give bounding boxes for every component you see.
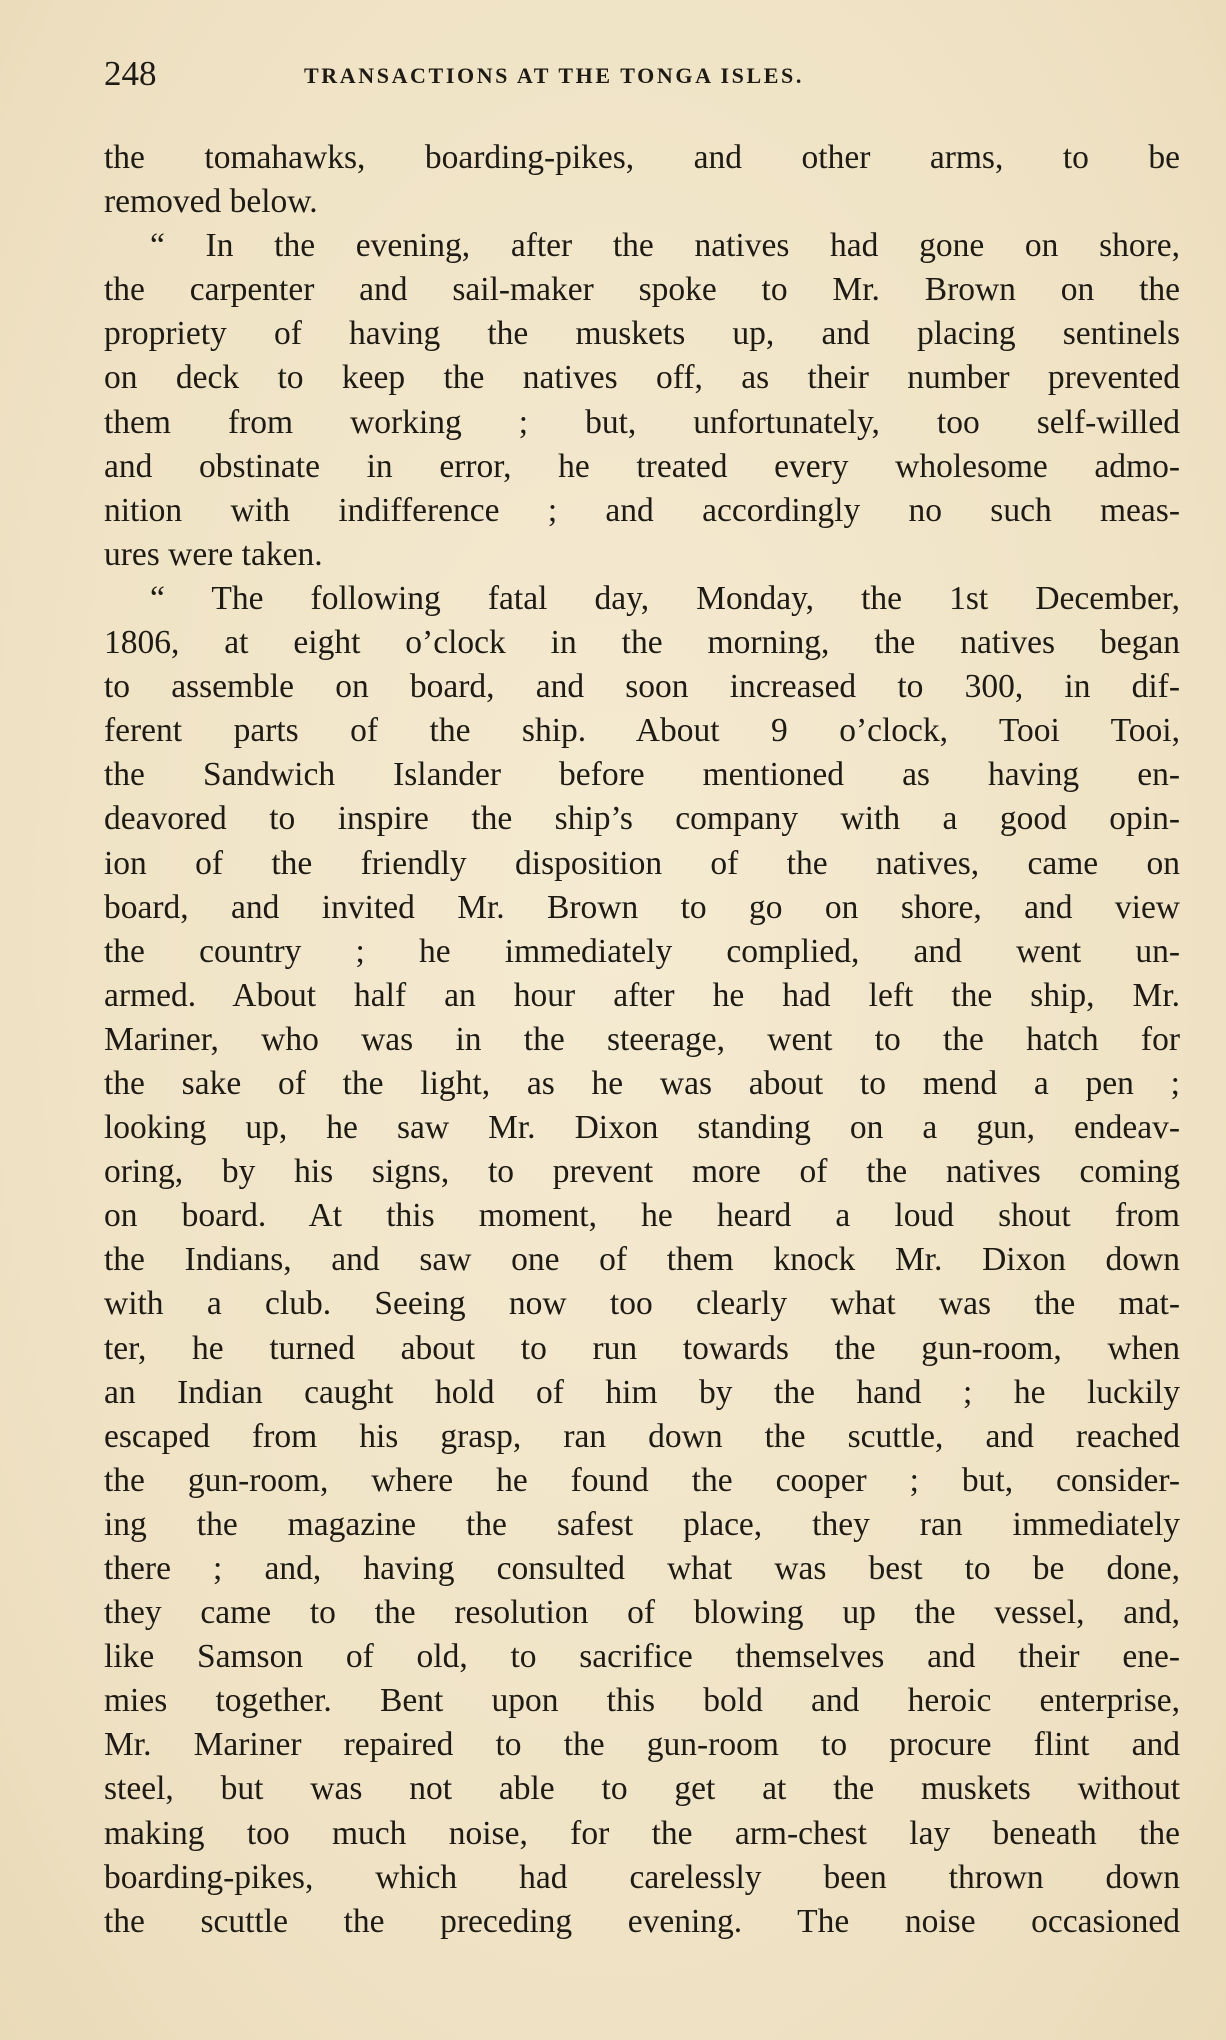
text-line: on board. At this moment, he heard a loud shout from bbox=[104, 1197, 1180, 1235]
text-line: the tomahawks, boarding-pikes, and other arms, to be bbox=[104, 139, 1180, 176]
text-line: making too much noise, for the arm-chest lay beneath the bbox=[104, 1814, 1180, 1852]
running-head bbox=[104, 52, 1184, 96]
text-line: ing the magazine the safest place, they ran immediately bbox=[104, 1505, 1180, 1543]
text-line: they came to the resolution of blowing up the vessel, and, bbox=[104, 1594, 1180, 1632]
text-line: and obstinate in error, he treated every wholesome admo- bbox=[104, 447, 1180, 485]
text-line: the Sandwich Islander before mentioned as having en- bbox=[104, 756, 1180, 794]
text-line: looking up, he saw Mr. Dixon standing on a gun, endeav- bbox=[104, 1109, 1180, 1147]
text-line: them from working ; but, unfortunately, too self-willed bbox=[104, 403, 1180, 441]
text-line: “ In the evening, after the natives had gone on shore, bbox=[150, 227, 1180, 265]
text-line: mies together. Bent upon this bold and heroic enterprise, bbox=[104, 1682, 1180, 1720]
text-line: on deck to keep the natives off, as their number prevented bbox=[104, 359, 1180, 397]
text-line: “ The following fatal day, Monday, the 1st December, bbox=[150, 579, 1180, 617]
text-line: the Indians, and saw one of them knock Mr. Dixon down bbox=[104, 1241, 1180, 1279]
text-line: nition with indifference ; and accordingly no such meas- bbox=[104, 491, 1180, 529]
text-line: the scuttle the preceding evening. The noise occasioned bbox=[104, 1902, 1180, 1940]
text-line: escaped from his grasp, ran down the scuttle, and reached bbox=[104, 1417, 1180, 1455]
text-line: Mariner, who was in the steerage, went to the hatch for bbox=[104, 1020, 1180, 1058]
text-line: ferent parts of the ship. About 9 o’clock, Tooi Tooi, bbox=[104, 712, 1180, 750]
text-line: propriety of having the muskets up, and placing sentinels bbox=[104, 315, 1180, 353]
text-line: ures were taken. bbox=[104, 535, 323, 573]
text-line: armed. About half an hour after he had left the ship, Mr. bbox=[104, 976, 1180, 1014]
text-line: ter, he turned about to run towards the gun-room, when bbox=[104, 1329, 1180, 1367]
text-line: the country ; he immediately complied, and went un- bbox=[104, 932, 1180, 970]
text-line: ion of the friendly disposition of the natives, came on bbox=[104, 844, 1180, 882]
text-line: removed below. bbox=[104, 183, 318, 221]
page-number: 248 bbox=[104, 54, 157, 93]
text-line: like Samson of old, to sacrifice themselves and their ene- bbox=[104, 1638, 1180, 1676]
body-text bbox=[104, 136, 1180, 1944]
text-line: an Indian caught hold of him by the hand ; he luckily bbox=[104, 1373, 1180, 1411]
text-line: the carpenter and sail-maker spoke to Mr. Brown on the bbox=[104, 271, 1180, 309]
text-line: board, and invited Mr. Brown to go on shore, and view bbox=[104, 888, 1180, 926]
text-line: deavored to inspire the ship’s company with a good opin- bbox=[104, 800, 1180, 838]
text-line: steel, but was not able to get at the muskets without bbox=[104, 1770, 1180, 1808]
text-line: with a club. Seeing now too clearly what was the mat- bbox=[104, 1285, 1180, 1323]
text-line: oring, by his signs, to prevent more of the natives coming bbox=[104, 1153, 1180, 1191]
text-line: 1806, at eight o’clock in the morning, the natives began bbox=[104, 624, 1180, 662]
text-line: boarding-pikes, which had carelessly been thrown down bbox=[104, 1858, 1180, 1896]
text-line: to assemble on board, and soon increased to 300, in dif- bbox=[104, 668, 1180, 706]
text-line: there ; and, having consulted what was best to be done, bbox=[104, 1550, 1180, 1587]
running-title: TRANSACTIONS AT THE TONGA ISLES. bbox=[304, 63, 804, 88]
text-line: Mr. Mariner repaired to the gun-room to procure flint and bbox=[104, 1726, 1180, 1764]
text-line: the sake of the light, as he was about to mend a pen ; bbox=[104, 1064, 1180, 1102]
text-line: the gun-room, where he found the cooper ; but, consider- bbox=[104, 1461, 1180, 1499]
